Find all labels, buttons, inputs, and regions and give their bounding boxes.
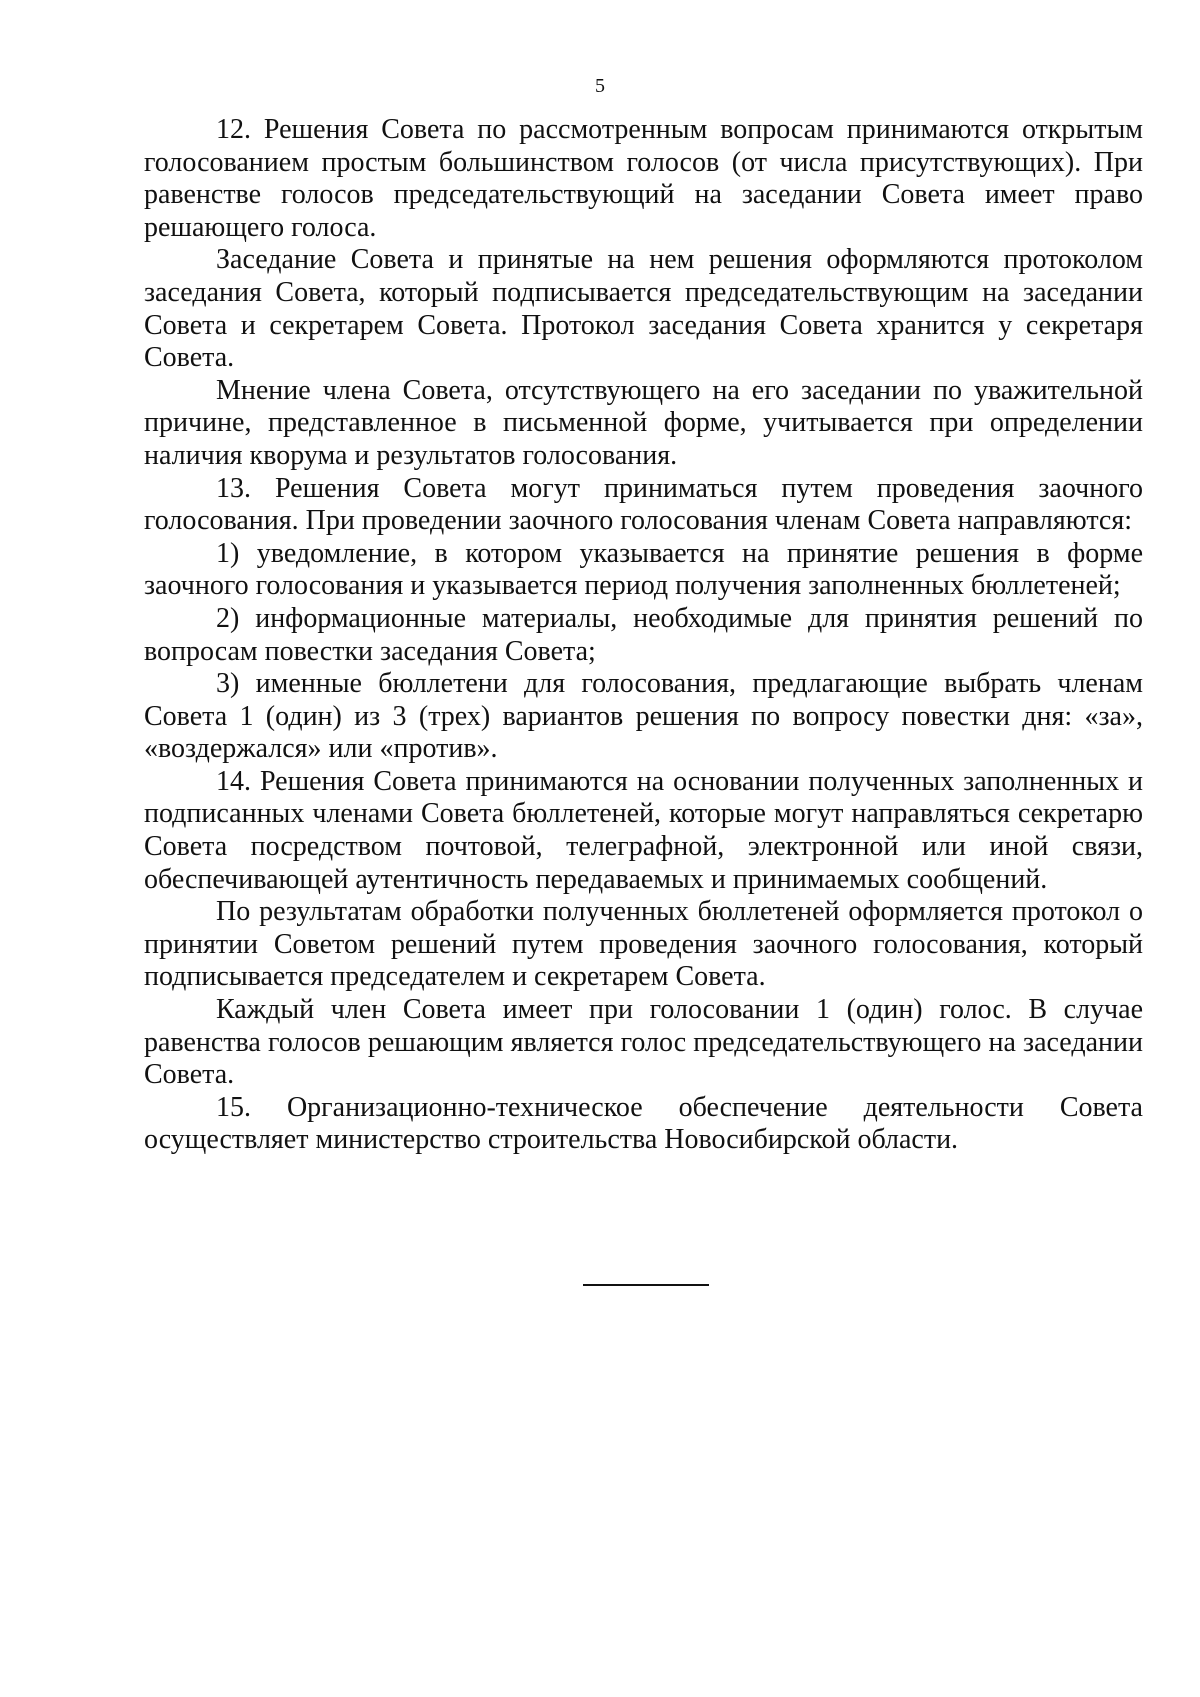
paragraph-absent-member-opinion: Мнение члена Совета, отсутствующего на его заседании по уважительной причине, представленное в письменной форме, учитывается при определении наличия кворума и результатов голосования. xyxy=(144,374,1143,471)
list-item-2: 2) информационные материалы, необходимые для принятия решений по вопросам повестки заседания Совета; xyxy=(144,602,1143,667)
page-number: 5 xyxy=(595,75,605,97)
paragraph-15: 15. Организационно-техническое обеспечение деятельности Совета осуществляет министерство строительства Новосибирской области. xyxy=(144,1091,1143,1156)
end-of-document-rule xyxy=(583,1284,709,1286)
paragraph-12: 12. Решения Совета по рассмотренным вопросам принимаются открытым голосованием простым большинством голосов (от числа присутствующих). При равенстве голосов председательствующий на заседании Совета имеет право решающего голоса. xyxy=(144,114,1143,243)
list-item-3: 3) именные бюллетени для голосования, предлагающие выбрать членам Совета 1 (один) из 3 (трех) вариантов решения по вопросу повестки дня: «за», «воздержался» или «против». xyxy=(144,668,1143,765)
paragraph-one-vote: Каждый член Совета имеет при голосовании 1 (один) голос. В случае равенства голосов решающим является голос председательствующего на заседании Совета. xyxy=(144,994,1143,1091)
paragraph-13: 13. Решения Совета могут приниматься путем проведения заочного голосования. При проведении заочного голосования членам Совета направляются: xyxy=(144,472,1143,537)
paragraph-protocol: Заседание Совета и принятые на нем решения оформляются протоколом заседания Совета, который подписывается председательствующим на заседании Совета и секретарем Совета. Протокол заседания Совета хранится у секретаря Совета. xyxy=(144,244,1143,374)
document-body xyxy=(144,114,1143,1157)
list-item-1: 1) уведомление, в котором указывается на принятие решения в форме заочного голосования и указывается период получения заполненных бюллетеней; xyxy=(144,537,1143,602)
paragraph-14: 14. Решения Совета принимаются на основании полученных заполненных и подписанных членами Совета бюллетеней, которые могут направляться секретарю Совета посредством почтовой, телеграфной, электронной или иной связи, обеспечивающей аутентичность передаваемых и принимаемых сообщений. xyxy=(144,765,1143,895)
paragraph-results-protocol: По результатам обработки полученных бюллетеней оформляется протокол о принятии Советом решений путем проведения заочного голосования, который подписывается председателем и секретарем Совета. xyxy=(144,896,1143,993)
